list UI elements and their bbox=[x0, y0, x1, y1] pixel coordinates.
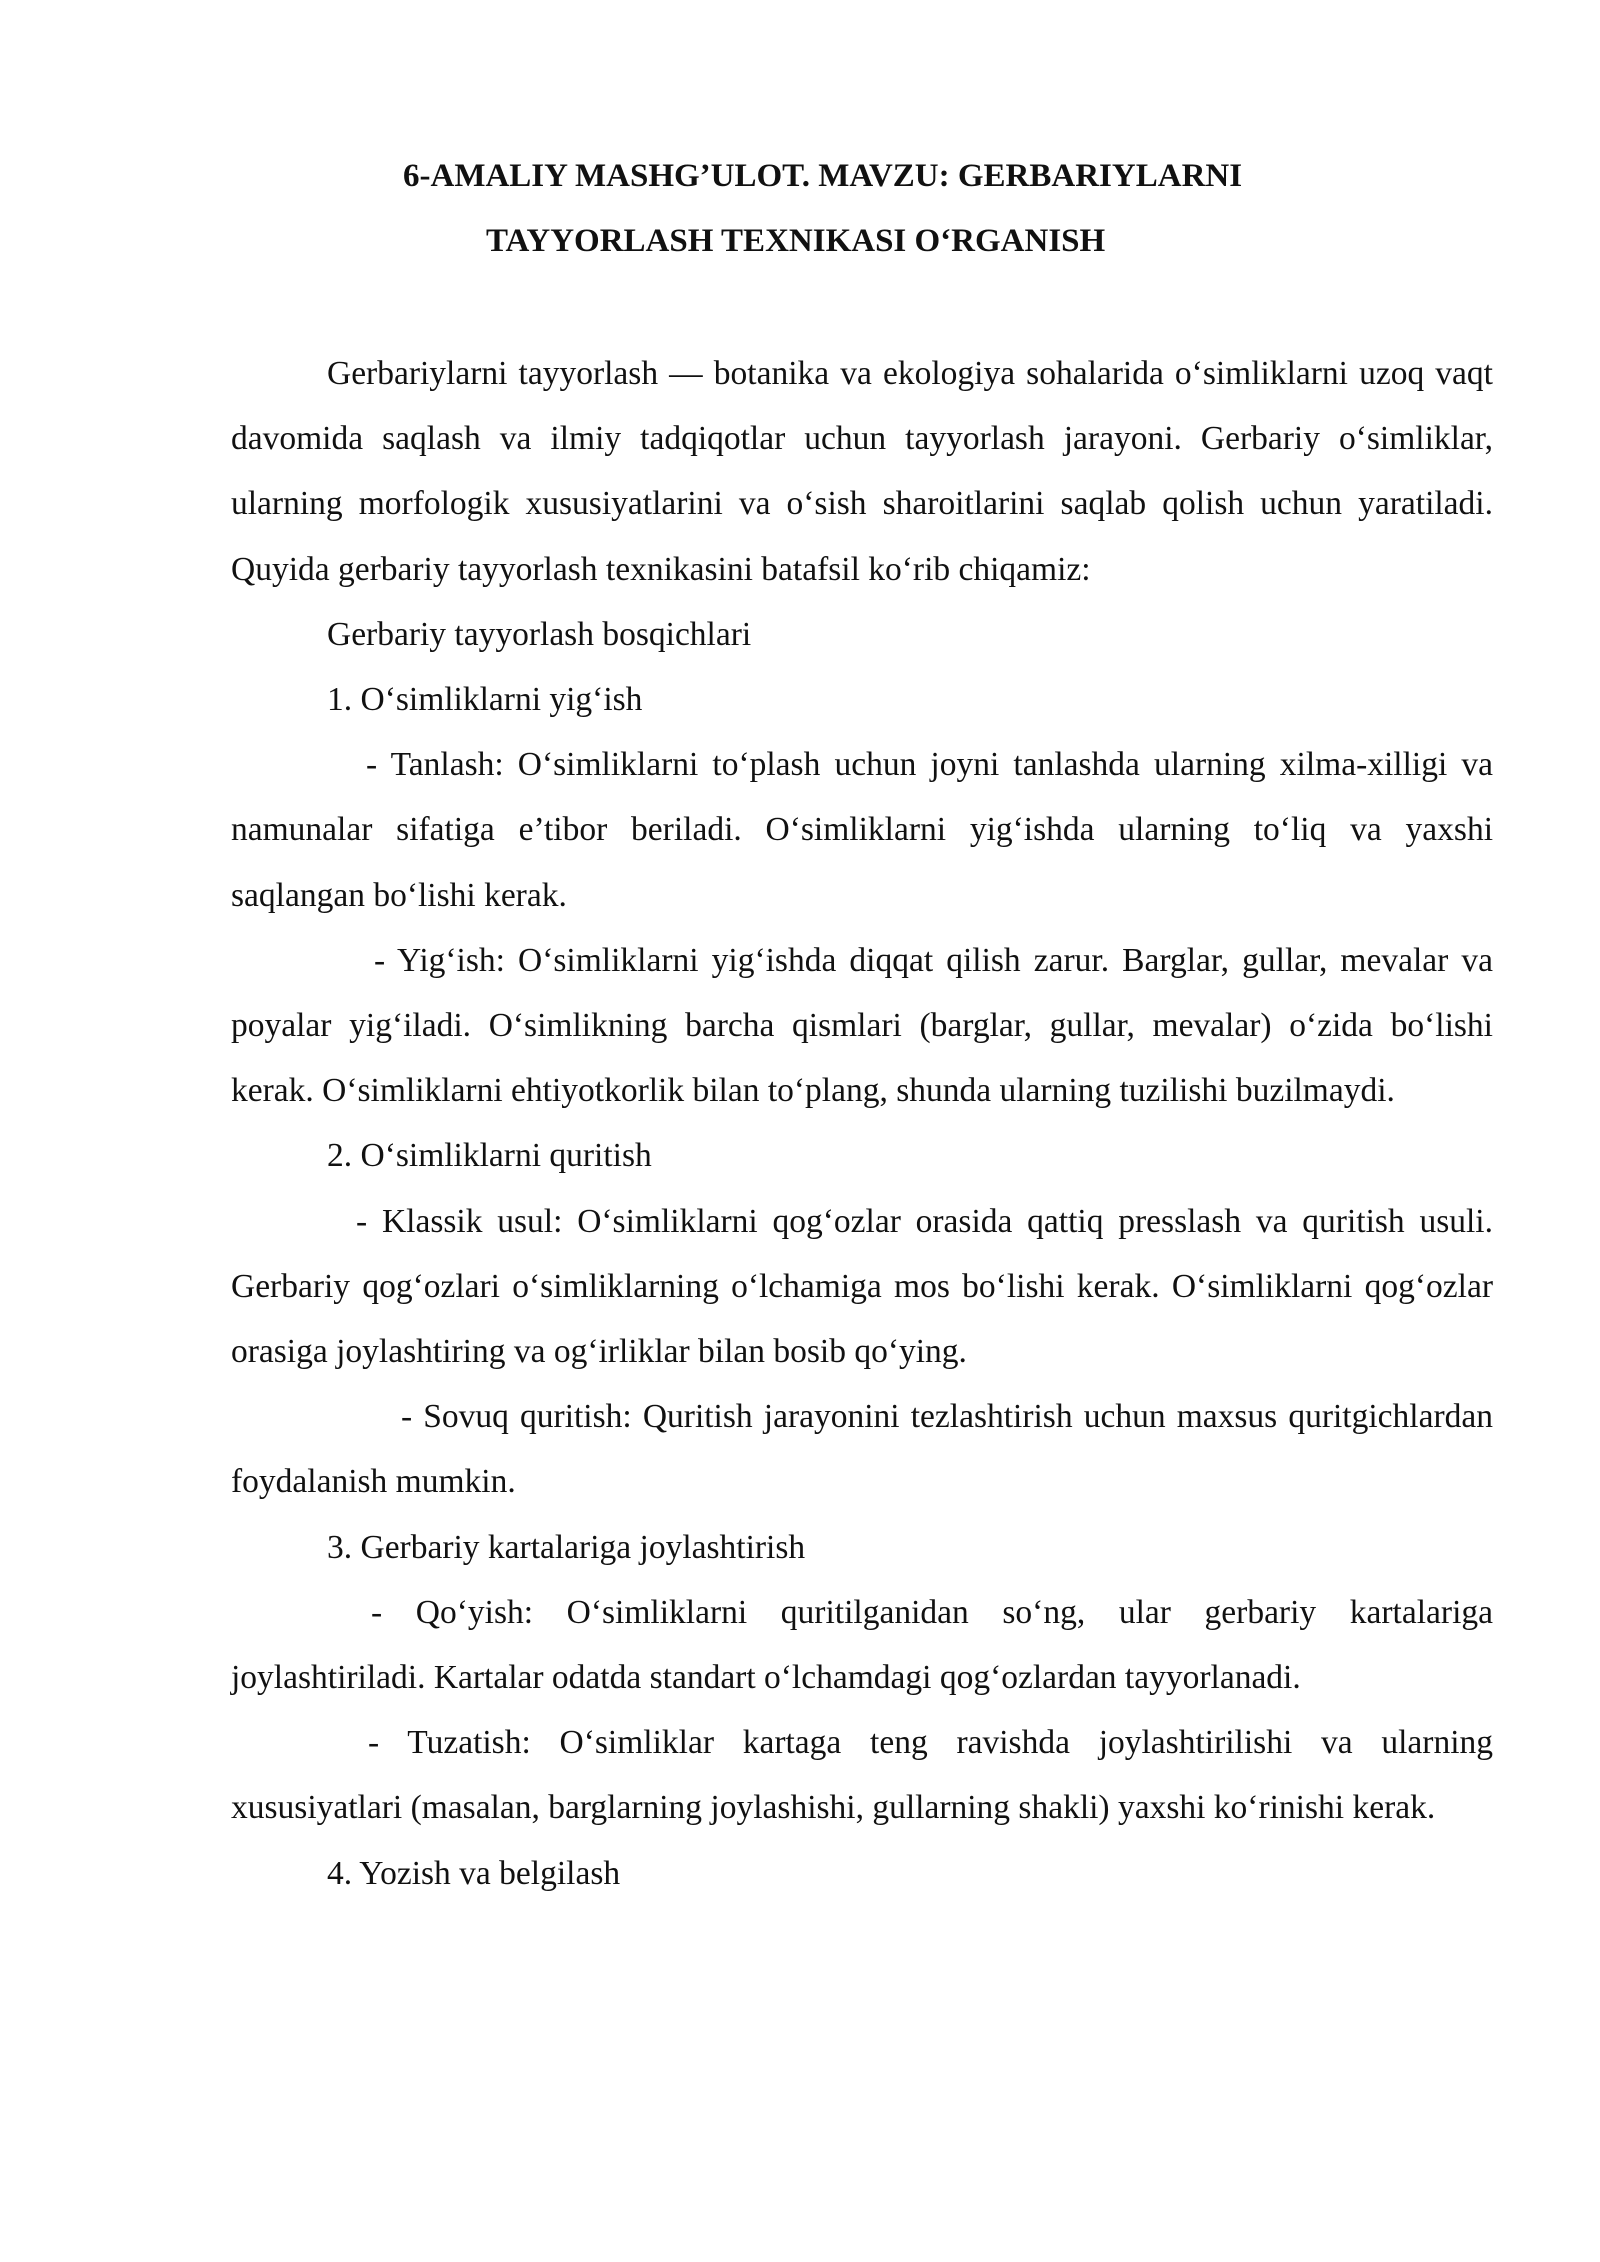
step1-yigish-paragraph: - Yig‘ish: O‘simliklarni yig‘ishda diqqat qilish zarur. Barglar, gullar, mevalar va poyalar yig‘iladi. O‘simlikning barcha qismlari (barglar, gullar, mevalar) o‘zida bo‘lishi kerak. O‘simliklarni ehtiyotkorlik bilan to‘plang, shunda ularning tuzilishi buzilmaydi. bbox=[231, 941, 1493, 1110]
page-title-line-2: TAYYORLASH TEXNIKASI O‘RGANISH bbox=[486, 223, 1106, 259]
page-title-line-1: 6-AMALIY MASHG’ULOT. MAVZU: GERBARIYLARNI bbox=[403, 158, 1243, 194]
step3-tuzatish-paragraph: - Tuzatish: O‘simliklar kartaga teng ravishda joylashtirilishi va ularning xususiyatlari (masalan, barglarning joylashishi, gullarning shakli) yaxshi ko‘rinishi kerak. bbox=[231, 1724, 1493, 1827]
step3-qoyish-paragraph: - Qo‘yish: O‘simliklarni quritilganidan so‘ng, ular gerbariy kartalariga joylashtiriladi. Kartalar odatda standart o‘lchamdagi qog‘ozlardan tayyorlanadi. bbox=[231, 1593, 1493, 1697]
step1-tanlash-paragraph: - Tanlash: O‘simliklarni to‘plash uchun joyni tanlashda ularning xilma-xilligi va namunalar sifatiga e’tibor beriladi. O‘simliklarni yig‘ishda ularning to‘liq va yaxshi saqlangan bo‘lishi kerak. bbox=[231, 746, 1493, 914]
stages-heading: Gerbariy tayyorlash bosqichlari bbox=[327, 615, 752, 653]
step3-heading: 3. Gerbariy kartalariga joylashtirish bbox=[327, 1528, 806, 1566]
step2-klassik-paragraph: - Klassik usul: O‘simliklarni qog‘ozlar orasida qattiq presslash va quritish usuli. Gerbariy qog‘ozlari o‘simliklarning o‘lchamiga mos bo‘lishi kerak. O‘simliklarni qog‘ozlar orasiga joylashtiring va og‘irliklar bilan bosib qo‘ying. bbox=[231, 1202, 1493, 1371]
step2-sovuq-paragraph: - Sovuq quritish: Quritish jarayonini tezlashtirish uchun maxsus quritgichlardan foydalanish mumkin. bbox=[231, 1398, 1493, 1501]
step2-heading: 2. O‘simliklarni quritish bbox=[327, 1137, 652, 1175]
intro-paragraph: Gerbariylarni tayyorlash — botanika va ekologiya sohalarida o‘simliklarni uzoq vaqt davomida saqlash va ilmiy tadqiqotlar uchun tayyorlash jarayoni. Gerbariy o‘simliklar, ularning morfologik xususiyatlarini va o‘sish sharoitlarini saqlab qolish uchun yaratiladi. Quyida gerbariy tayyorlash texnikasini batafsil ko‘rib chiqamiz: bbox=[231, 355, 1493, 588]
step1-heading: 1. O‘simliklarni yig‘ish bbox=[327, 681, 643, 719]
step4-heading: 4. Yozish va belgilash bbox=[327, 1854, 621, 1892]
document-body bbox=[231, 341, 1493, 1906]
